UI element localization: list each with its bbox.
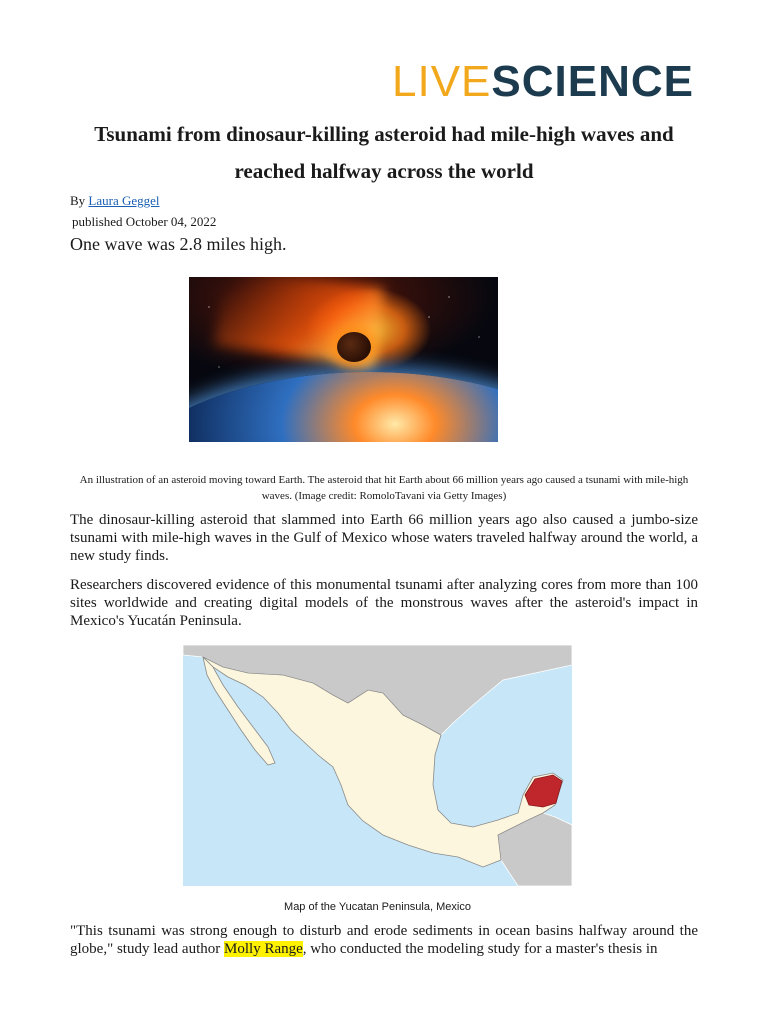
livescience-logo[interactable]	[392, 57, 694, 106]
highlighted-name: Molly Range	[224, 941, 303, 957]
paragraph-2: Researchers discovered evidence of this monumental tsunami after analyzing cores from more than 100 sites worldwide and creating digital models of the monstrous waves after the asteroid's impact in Mexico's Yucatán Peninsula.	[70, 577, 698, 629]
byline-prefix: By	[70, 193, 89, 208]
logo-live: LIVE	[392, 57, 492, 106]
article-title: Tsunami from dinosaur-killing asteroid had mile-high waves and reached halfway across the world	[94, 122, 674, 183]
author-link[interactable]: Laura Geggel	[88, 193, 160, 208]
paragraph-3-start: "This tsunami was strong enough to disturb and erode sediments in ocean basins halfway around the globe," study lead author	[70, 923, 698, 957]
asteroid-illustration	[189, 277, 498, 442]
image-caption: An illustration of an asteroid moving toward Earth. The asteroid that hit Earth about 66 million years ago caused a tsunami with mile-high waves. (Image credit: RomoloTavani via Getty Images)	[79, 474, 689, 502]
asteroid	[337, 332, 371, 362]
map-caption: Map of the Yucatan Peninsula, Mexico	[284, 901, 471, 913]
article-subtitle: One wave was 2.8 miles high.	[70, 234, 287, 254]
logo-science: SCIENCE	[491, 57, 694, 106]
published-date: published October 04, 2022	[72, 214, 217, 229]
mexico-map	[183, 645, 572, 886]
paragraph-3	[70, 922, 698, 958]
byline	[70, 193, 160, 209]
paragraph-1: The dinosaur-killing asteroid that slammed into Earth 66 million years ago also caused a jumbo-size tsunami with mile-high waves in the Gulf of Mexico whose waters traveled halfway around the world, a new study finds.	[70, 512, 698, 564]
mexico-map-svg	[183, 645, 572, 886]
paragraph-3-end: , who conducted the modeling study for a master's thesis in	[302, 941, 658, 957]
